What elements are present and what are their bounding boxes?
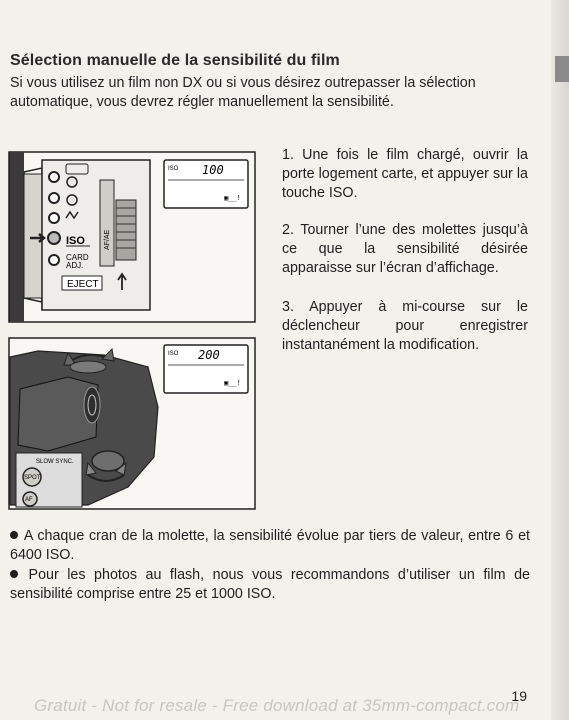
section-title: Sélection manuelle de la sensibilité du film bbox=[10, 52, 340, 69]
svg-text:▣__!: ▣__! bbox=[224, 194, 241, 202]
step-3: 3. Appuyer à mi-course sur le déclencheur pour enregistrer instantanément la modification. bbox=[282, 299, 528, 353]
svg-text:ADJ.: ADJ. bbox=[66, 261, 84, 270]
steps-list bbox=[282, 146, 528, 373]
camera-back-panel-drawing bbox=[8, 150, 258, 324]
note-1: A chaque cran de la molette, la sensibilité évolue par tiers de valeur, entre 6 et 6400 ISO. bbox=[10, 528, 530, 563]
lcd-iso-label: ISO bbox=[168, 166, 179, 172]
notes-list bbox=[10, 527, 530, 605]
spot-label: SPOT bbox=[24, 475, 41, 481]
slow-sync-label: SLOW SYNC. bbox=[36, 459, 74, 465]
iso-button-illustration bbox=[8, 150, 258, 324]
page-number: 19 bbox=[511, 688, 527, 704]
card-adj-label: CARD bbox=[66, 253, 89, 262]
footer-watermark: Gratuit - Not for resale - Free download at 35mm-compact.com bbox=[34, 696, 520, 715]
bullet-icon bbox=[10, 527, 20, 537]
af-ae-label: AF/AE bbox=[104, 229, 111, 250]
intro-paragraph: Si vous utilisez un film non DX ou si vous désirez outrepasser la sélection automatique, vous devrez régler manuellement la sensibilité. bbox=[10, 75, 476, 110]
lcd2-iso-value: 200 bbox=[198, 348, 220, 362]
lcd-iso-value: 100 bbox=[202, 163, 224, 177]
af-label: AF bbox=[25, 497, 33, 503]
eject-label: EJECT bbox=[67, 279, 99, 290]
iso-button-label: ISO bbox=[66, 235, 85, 247]
svg-text:▣__!: ▣__! bbox=[224, 379, 241, 387]
bullet-icon bbox=[10, 566, 20, 576]
section-marker bbox=[555, 56, 569, 82]
camera-top-dials-drawing bbox=[8, 337, 258, 510]
page-edge-tab bbox=[551, 0, 569, 720]
step-1: 1. Une fois le film chargé, ouvrir la porte logement carte, et appuyer sur la touche ISO. bbox=[282, 147, 528, 201]
dial-illustration bbox=[8, 337, 258, 510]
step-2: 2. Tourner l’une des molettes jusqu’à ce que la sensibilité désirée apparaisse sur l’écran d’affichage. bbox=[282, 222, 528, 276]
lcd2-iso-label: ISO bbox=[168, 351, 179, 357]
note-2: Pour les photos au flash, nous vous recommandons d’utiliser un film de sensibilité comprise entre 25 et 1000 ISO. bbox=[10, 567, 530, 602]
